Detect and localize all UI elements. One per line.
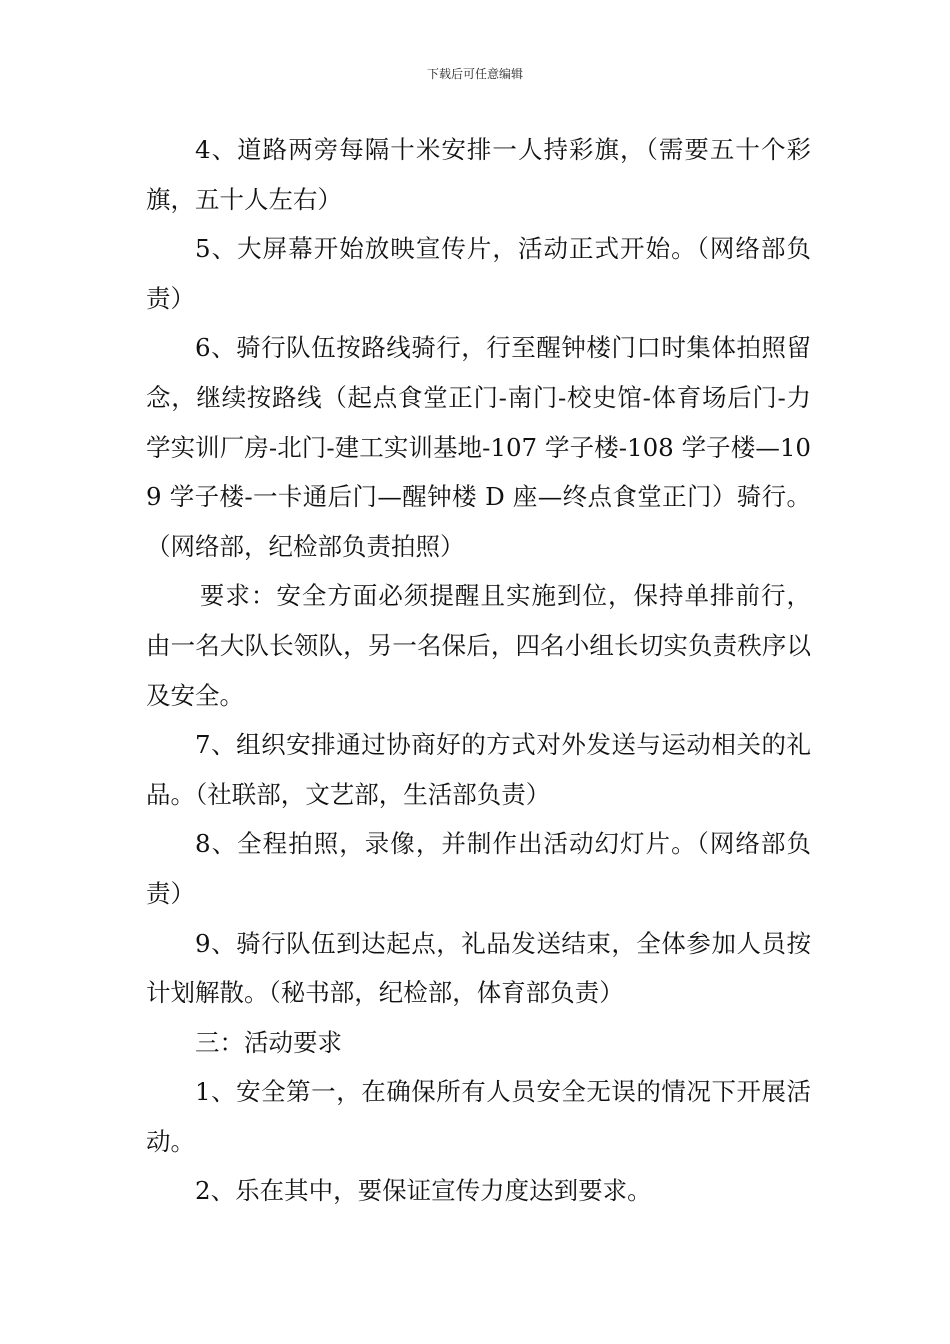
page-header: 下载后可任意编辑 xyxy=(426,67,523,81)
paragraph-item-9: 9、骑行队伍到达起点，礼品发送结束，全体参加人员按计划解散。（秘书部，纪检部，体育部负责） xyxy=(146,928,811,1008)
paragraph-requirements: 要求：安全方面必须提醒且实施到位，保持单排前行，由一名大队长领队，另一名保后，四名小组长切实负责秩序以及安全。 xyxy=(146,581,811,710)
paragraph-item-4: 4、道路两旁每隔十米安排一人持彩旗，（需要五十个彩旗，五十人左右） xyxy=(146,135,811,214)
requirement-item-1: 1、安全第一，在确保所有人员安全无误的情况下开展活动。 xyxy=(146,1077,811,1156)
paragraph-item-8: 8、全程拍照，录像，并制作出活动幻灯片。（网络部负责） xyxy=(146,829,811,908)
section-heading: 三：活动要求 xyxy=(195,1027,342,1057)
paragraph-item-7: 7、组织安排通过协商好的方式对外发送与运动相关的礼品。（社联部，文艺部，生活部负责） xyxy=(146,730,811,809)
paragraph-item-5: 5、大屏幕开始放映宣传片，活动正式开始。（网络部负责） xyxy=(146,234,811,313)
requirement-item-2: 2、乐在其中，要保证宣传力度达到要求。 xyxy=(195,1176,652,1206)
paragraph-item-6: 6、骑行队伍按路线骑行，行至醒钟楼门口时集体拍照留念，继续按路线（起点食堂正门-南门-校史馆-体育场后门-力学实训厂房-北门-建工实训基地-107 学子楼-108 学子楼—109 学子楼-一卡通后门—醒钟楼 D 座—终点食堂正门）骑行。（网络部，纪检部负责拍照） xyxy=(146,333,811,561)
document-body xyxy=(146,125,811,1216)
